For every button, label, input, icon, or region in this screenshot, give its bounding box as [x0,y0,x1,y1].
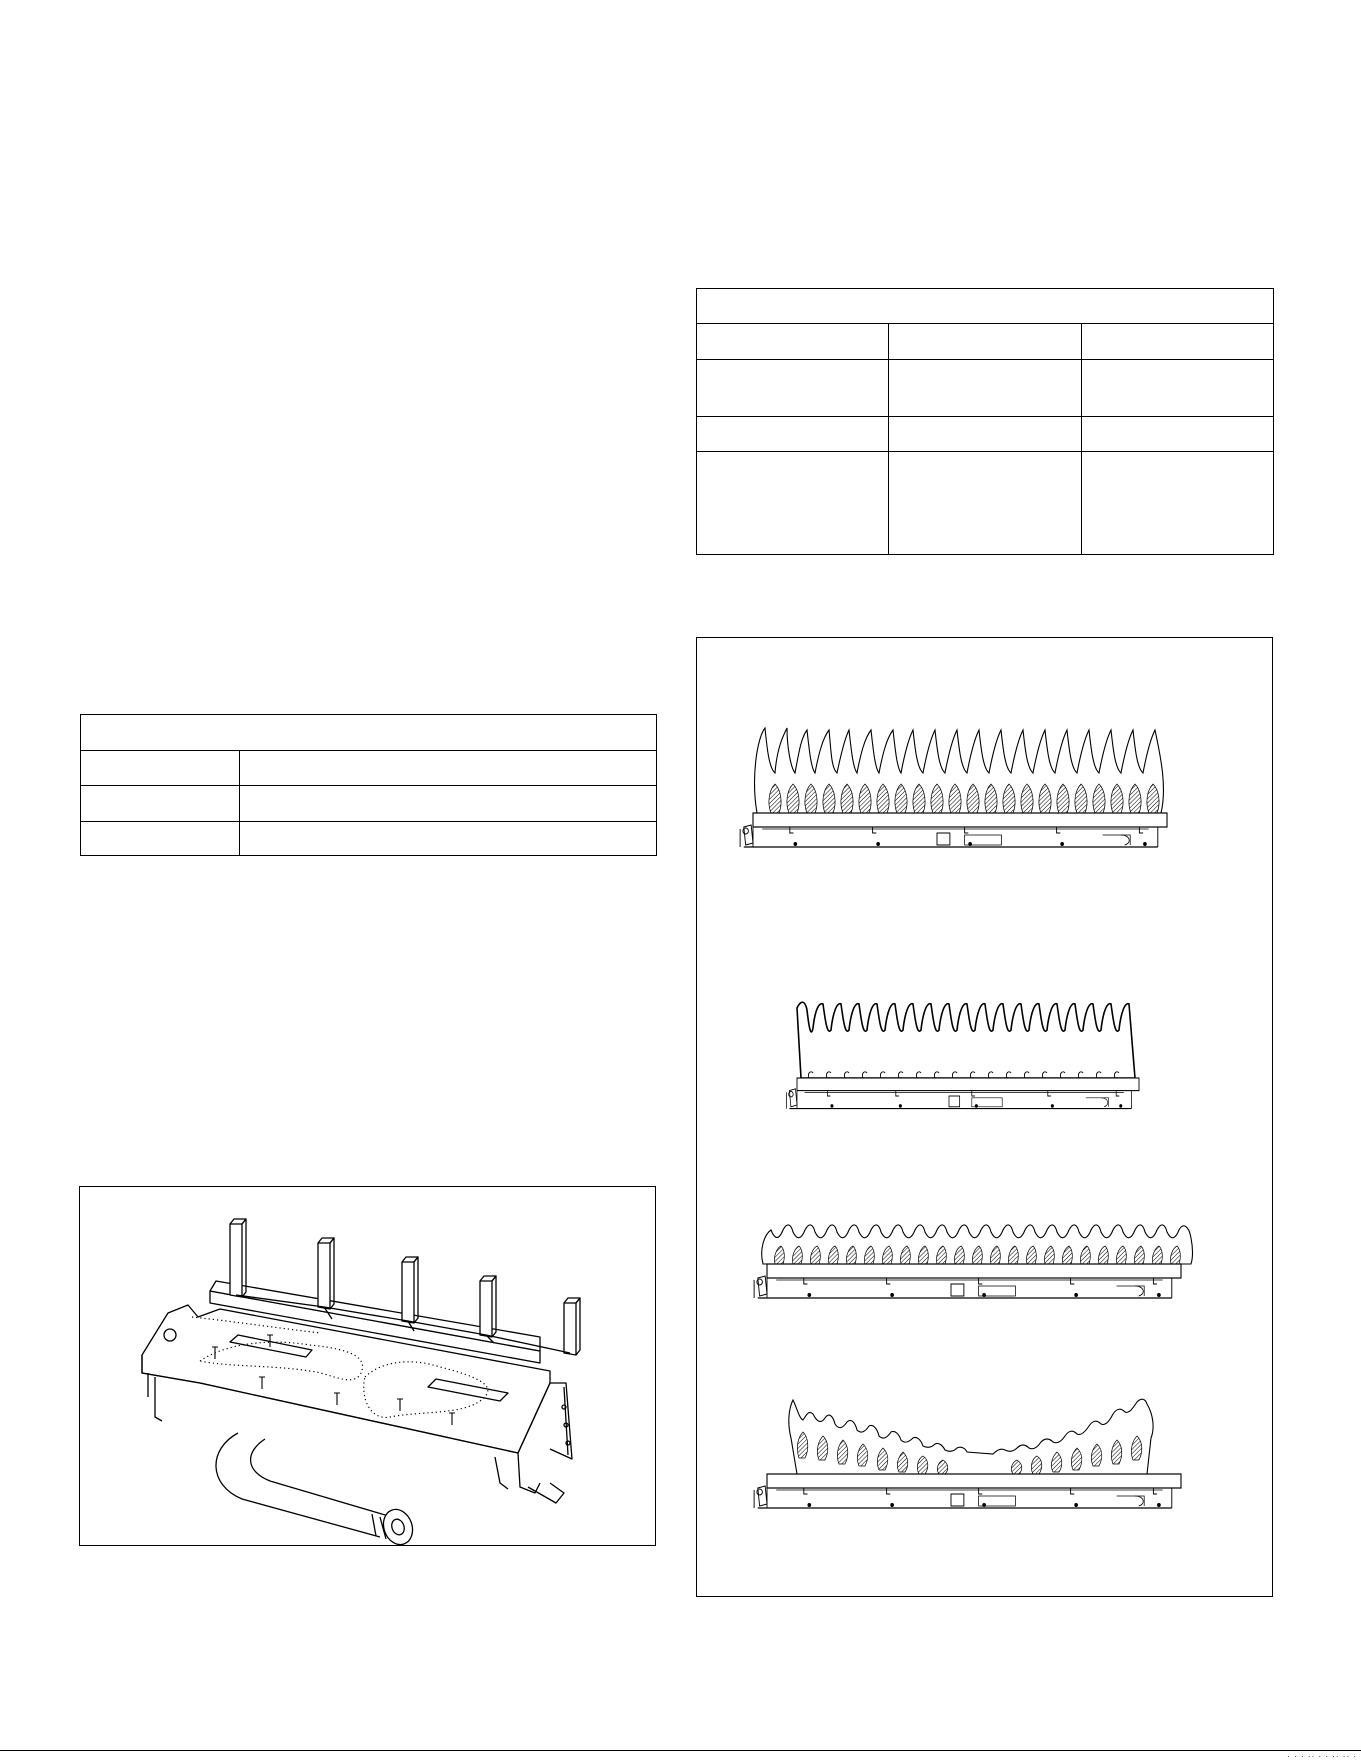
flame-pattern-4 [754,1399,1181,1508]
right-table-header-row [697,289,1274,324]
right-table-header-cell [697,289,1274,324]
table-cell [1082,452,1274,555]
table-cell [697,452,889,555]
flame-pattern-2 [786,1002,1139,1108]
table-cell [1082,417,1274,452]
flame-pattern-3 [754,1225,1192,1298]
table-cell [889,452,1082,555]
left-table-header-row [81,715,657,751]
burner-grate-assembly-icon [80,1187,655,1545]
left-spec-table [80,714,657,856]
table-cell [81,751,240,786]
table-cell [889,324,1082,360]
table-row [697,360,1274,417]
footer-rule [0,1750,1361,1751]
flame-pattern-1 [740,728,1167,847]
table-cell [889,360,1082,417]
table-cell [240,751,657,786]
table-row [81,751,657,786]
right-spec-table [696,288,1274,555]
table-cell [697,417,889,452]
footer-page-marker: · · · ·· · · ·· ·· · [1287,1752,1357,1761]
left-table-header-cell [81,715,657,751]
table-row [697,324,1274,360]
table-cell [240,786,657,822]
table-row [81,822,657,856]
table-cell [1082,324,1274,360]
table-cell [81,786,240,822]
burner-assembly-figure [79,1186,656,1546]
table-cell [81,822,240,856]
table-row [697,417,1274,452]
table-cell [1082,360,1274,417]
table-cell [889,417,1082,452]
table-cell [697,360,889,417]
table-cell [697,324,889,360]
table-cell [240,822,657,856]
table-row [697,452,1274,555]
flame-pattern-icon [697,638,1272,1596]
table-row [81,786,657,822]
flame-patterns-figure [696,637,1273,1597]
